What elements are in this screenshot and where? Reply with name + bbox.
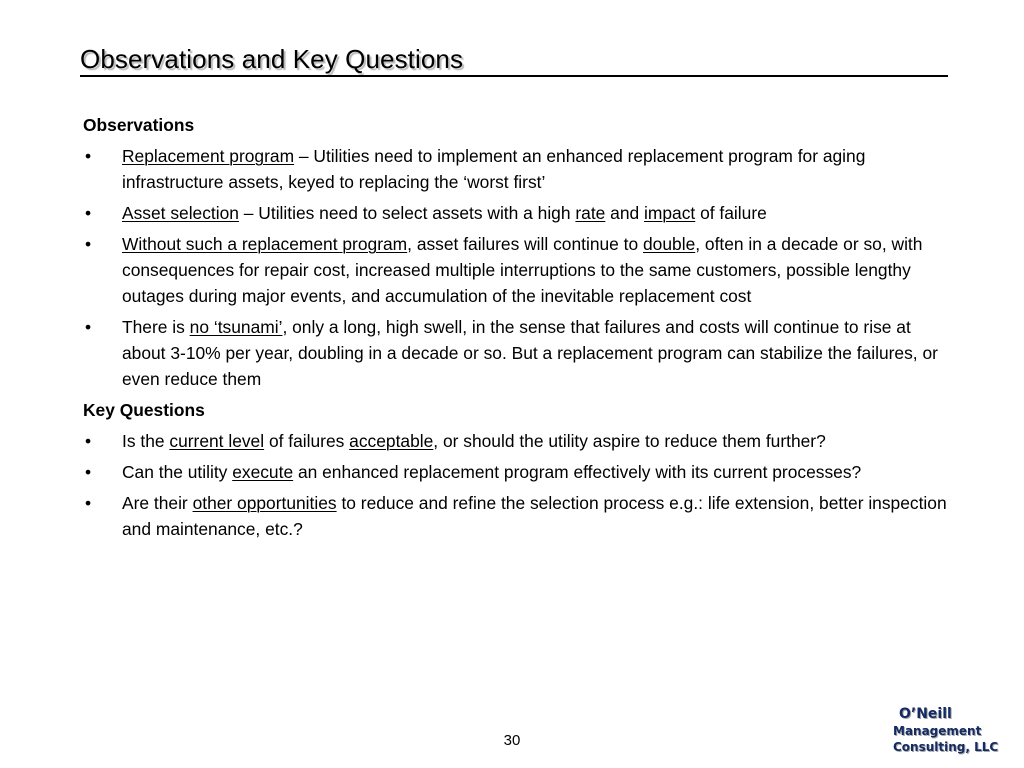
observation-text: and — [605, 203, 645, 223]
observation-item-without-program — [83, 231, 953, 309]
observation-text: – Utilities need to implement an enhanced replacement program for aging infrastructure assets, keyed to replacing the ‘worst first’ — [122, 146, 866, 192]
observation-text: of failure — [695, 203, 767, 223]
question-item-current-level — [83, 428, 953, 454]
observation-text: , only a long, high swell, in the sense that failures and costs will continue to rise at about 3-10% per year, doubling in a decade or so. But a replacement program can stabilize the failures, or even reduce them — [122, 317, 938, 389]
observation-text: , often in a decade or so, with consequences for repair cost, increased multiple interruptions to the same customers, possible lengthy outages during major events, and accumulation of the inevitable replacement cost — [122, 234, 923, 306]
title-divider — [80, 75, 948, 77]
company-logo — [893, 706, 1013, 755]
bullet: • — [85, 317, 92, 337]
rate-text: rate — [575, 203, 606, 223]
question-text: to reduce and refine the selection process e.g.: life extension, better inspection and maintenance, etc.? — [122, 493, 947, 539]
bullet: • — [85, 203, 92, 223]
slide-content — [83, 112, 953, 547]
observation-item-asset-selection — [83, 200, 953, 226]
logo-line-1: O’Neill — [899, 706, 952, 722]
current-level-text: current level — [169, 431, 265, 451]
question-item-execute — [83, 459, 953, 485]
logo-line-2: Management — [893, 724, 982, 738]
no-tsunami-text: no ‘tsunami’ — [189, 317, 283, 337]
question-item-other-opportunities — [83, 490, 953, 542]
bullet: • — [85, 431, 92, 451]
slide-title: Observations and Key Questions — [80, 44, 464, 74]
question-text: , or should the utility aspire to reduce them further? — [433, 431, 826, 451]
page-number: 30 — [503, 732, 521, 749]
double-text: double — [643, 234, 696, 254]
observation-text: There is — [122, 317, 190, 337]
impact-text: impact — [644, 203, 696, 223]
other-opportunities-text: other opportunities — [192, 493, 337, 513]
question-text: Can the utility — [122, 462, 233, 482]
bullet: • — [85, 146, 92, 166]
observation-text: , asset failures will continue to — [407, 234, 644, 254]
observation-text: – Utilities need to select assets with a high — [238, 203, 576, 223]
question-text: an enhanced replacement program effectively with its current processes? — [293, 462, 862, 482]
question-text: Is the — [122, 431, 170, 451]
replacement-program-text: Replacement program — [122, 146, 295, 166]
bullet: • — [85, 462, 92, 482]
observation-item-replacement-program — [83, 143, 953, 195]
key-questions-heading: Key Questions — [83, 400, 205, 420]
acceptable-text: acceptable — [349, 431, 434, 451]
asset-selection-text: Asset selection — [122, 203, 239, 223]
observation-item-no-tsunami — [83, 314, 953, 392]
observations-heading: Observations — [83, 115, 195, 135]
question-text: Are their — [122, 493, 193, 513]
without-program-text: Without such a replacement program — [122, 234, 408, 254]
bullet: • — [85, 493, 92, 513]
execute-text: execute — [232, 462, 294, 482]
bullet: • — [85, 234, 92, 254]
question-text: of failures — [264, 431, 350, 451]
logo-line-3: Consulting, LLC — [893, 740, 999, 754]
